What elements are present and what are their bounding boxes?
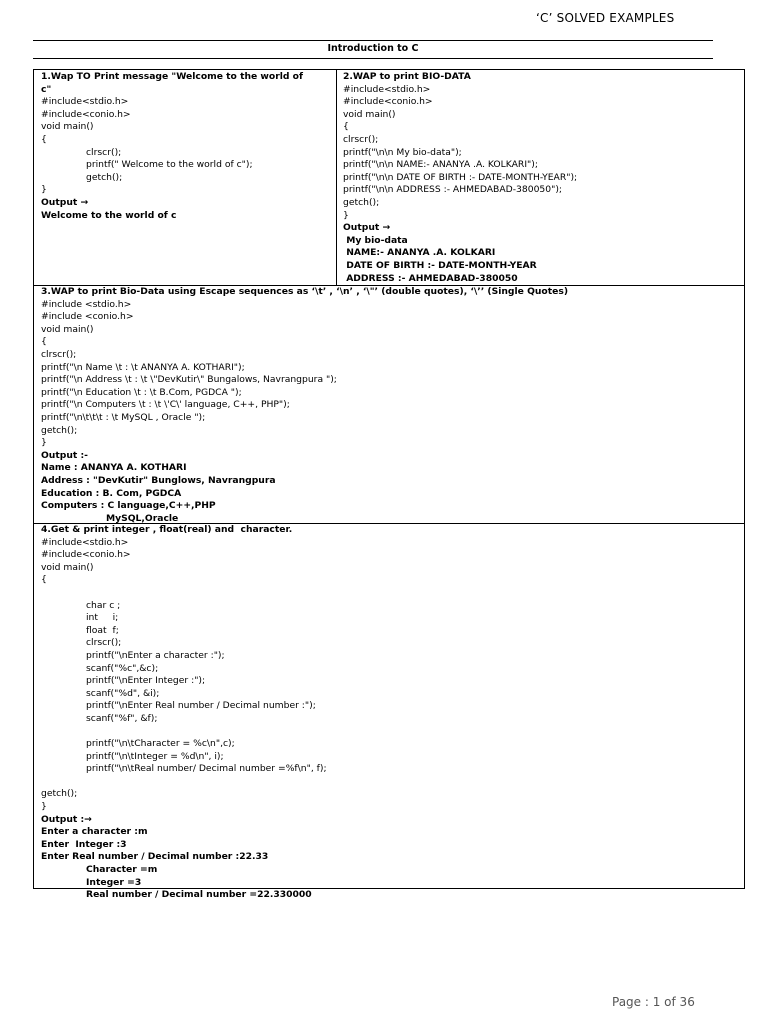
code-line: } — [343, 209, 349, 221]
code-line: scanf("%c",&c); — [86, 662, 159, 674]
code-line: { — [41, 574, 47, 586]
code-line: getch(); — [343, 196, 380, 208]
output-or-heading-line: Enter Real number / Decimal number :22.33 — [41, 851, 269, 863]
output-or-heading-line: Enter a character :m — [41, 826, 148, 838]
output-or-heading-line: Output :→ — [41, 813, 92, 825]
code-line: int i; — [86, 612, 119, 624]
code-line: printf("\n\tInteger = %d\n", i); — [86, 750, 224, 762]
code-line: float f; — [86, 624, 119, 636]
output-or-heading-line: Integer =3 — [86, 876, 142, 888]
output-or-heading-line: Education : B. Com, PGDCA — [41, 487, 182, 499]
output-or-heading-line: 1.Wap TO Print message "Welcome to the world of — [41, 71, 303, 82]
code-line: #include<stdio.h> — [41, 536, 129, 548]
header-rule — [33, 40, 713, 41]
code-line — [41, 726, 737, 739]
output-or-heading-line: Computers : C language,C++,PHP — [41, 500, 216, 512]
output-or-heading-line: Real number / Decimal number =22.330000 — [86, 889, 312, 901]
output-or-heading-line: 3.WAP to print Bio-Data using Escape sequences as ‘\t’ , ‘\n’ , ‘\"’ (double quotes), ‘\’’ (Single Quotes) — [41, 286, 569, 297]
code-line: printf("\n\n NAME:- ANANYA .A. KOLKARI"); — [343, 159, 538, 171]
code-line: clrscr(); — [86, 146, 122, 158]
code-line: getch(); — [41, 788, 78, 800]
code-line: #include<conio.h> — [343, 96, 433, 108]
example-cell-3 — [34, 285, 744, 523]
code-line: #include <conio.h> — [41, 311, 134, 323]
code-line: printf("\n\tReal number/ Decimal number =%f\n", f); — [86, 763, 327, 775]
output-or-heading-line: My bio-data — [343, 234, 408, 246]
output-or-heading-line: c" — [41, 83, 52, 95]
document-header-title: ‘C’ SOLVED EXAMPLES — [536, 11, 675, 25]
code-line: } — [41, 801, 47, 813]
code-line: printf("\n Name \t : \t ANANYA A. KOTHARI"); — [41, 361, 245, 373]
code-line: clrscr(); — [41, 348, 77, 360]
output-or-heading-line: Output → — [41, 196, 89, 208]
output-or-heading-line: Output → — [343, 222, 391, 234]
code-line: getch(); — [86, 171, 123, 183]
examples-table — [33, 69, 745, 901]
code-line: clrscr(); — [343, 133, 379, 145]
code-line: #include<conio.h> — [41, 108, 131, 120]
code-line: getch(); — [41, 424, 78, 436]
code-line: void main() — [41, 121, 94, 133]
output-or-heading-line: Output :- — [41, 449, 88, 461]
code-line: printf("\nEnter Integer :"); — [86, 675, 206, 687]
example-cell-4 — [34, 523, 744, 901]
code-line: printf("\n\n ADDRESS :- AHMEDABAD-380050"); — [343, 184, 563, 196]
code-line: printf("\n Computers \t : \t \'C\' language, C++, PHP"); — [41, 399, 290, 411]
example-cell-1 — [34, 70, 336, 285]
code-line: } — [41, 437, 47, 449]
code-line: #include<conio.h> — [41, 549, 131, 561]
section-title: Introduction to C — [327, 43, 419, 54]
code-line: { — [343, 121, 349, 133]
code-line: void main() — [343, 108, 396, 120]
code-line: clrscr(); — [86, 637, 122, 649]
code-line: char c ; — [86, 599, 121, 611]
output-or-heading-line: Welcome to the world of c — [41, 209, 177, 221]
code-line: { — [41, 133, 47, 145]
code-line: } — [41, 184, 47, 196]
output-or-heading-line: ADDRESS :- AHMEDABAD-380050 — [343, 272, 518, 284]
code-line: printf("\n\tCharacter = %c\n",c); — [86, 738, 235, 750]
code-line: printf("\n\n DATE OF BIRTH :- DATE-MONTH-YEAR"); — [343, 171, 578, 183]
example-cell-2 — [336, 70, 744, 285]
output-or-heading-line: Name : ANANYA A. KOTHARI — [41, 462, 187, 474]
code-line: printf("\n\t\t\t : \t MySQL , Oracle "); — [41, 411, 206, 423]
code-line: scanf("%d", &i); — [86, 687, 160, 699]
output-or-heading-line: 2.WAP to print BIO-DATA — [343, 71, 471, 82]
code-line: printf("\n Address \t : \t \"DevKutir\" Bungalows, Navrangpura "); — [41, 374, 337, 386]
code-line: printf("\n\n My bio-data"); — [343, 146, 462, 158]
code-line — [41, 587, 737, 600]
output-or-heading-line: Enter Integer :3 — [41, 838, 127, 850]
code-line: printf("\n Education \t : \t B.Com, PGDCA "); — [41, 386, 242, 398]
output-or-heading-line: 4.Get & print integer , float(real) and character. — [41, 524, 293, 535]
section-rule — [33, 58, 713, 59]
code-line: #include<stdio.h> — [343, 83, 431, 95]
code-line — [41, 776, 737, 789]
code-line: void main() — [41, 323, 94, 335]
code-line: printf(" Welcome to the world of c"); — [86, 159, 253, 171]
output-or-heading-line: Character =m — [86, 864, 158, 876]
code-line: scanf("%f", &f); — [86, 712, 158, 724]
code-line: #include <stdio.h> — [41, 298, 132, 310]
code-line: { — [41, 336, 47, 348]
output-or-heading-line: DATE OF BIRTH :- DATE-MONTH-YEAR — [343, 259, 537, 271]
code-line: printf("\nEnter a character :"); — [86, 649, 225, 661]
output-or-heading-line: Address : "DevKutir" Bunglows, Navrangpura — [41, 474, 276, 486]
code-line: printf("\nEnter Real number / Decimal number :"); — [86, 700, 316, 712]
output-or-heading-line: MySQL,Oracle — [106, 512, 179, 524]
page-number: Page : 1 of 36 — [612, 995, 695, 1009]
code-line: #include<stdio.h> — [41, 96, 129, 108]
code-line: void main() — [41, 561, 94, 573]
output-or-heading-line: NAME:- ANANYA .A. KOLKARI — [343, 247, 496, 259]
